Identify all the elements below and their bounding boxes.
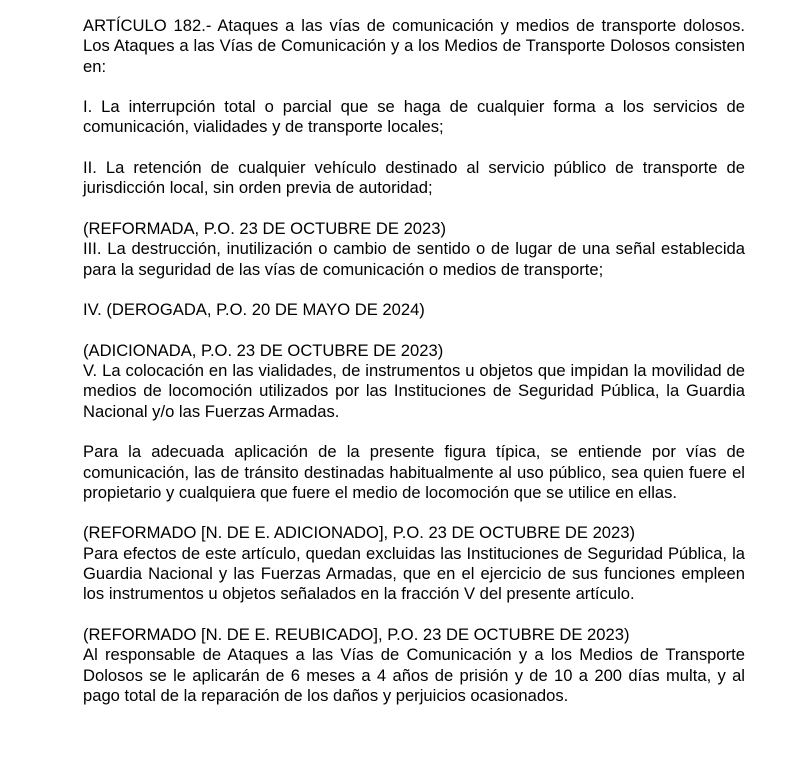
fraction-iii-text: III. La destrucción, inutilización o cambio de sentido o de lugar de una señal establecida para la seguridad de las vías de comunicación o medios de transporte; [83,239,745,279]
fraction-ii-text: II. La retención de cualquier vehículo destinado al servicio público de transporte de jurisdicción local, sin orden previa de autoridad; [83,158,745,198]
addition-note: (ADICIONADA, P.O. 23 DE OCTUBRE DE 2023) [83,340,444,360]
fraction-v-text: V. La colocación en las vialidades, de instrumentos u objetos que impidan la movilidad de medios de locomoción utilizados por las Instituciones de Seguridad Pública, la Guardia Nacional y/o las Fuerzas Armadas. [83,361,745,421]
fraction-ii-block [83,158,745,199]
document-page [83,16,745,726]
fraction-iii-block [83,219,745,280]
definition-text: Para la adecuada aplicación de la presente figura típica, se entiende por vías de comunicación, las de tránsito destinadas habitualmente al uso público, sea quien fuere el propietario y cualquiera que fuere el medio de locomoción que se utilice en ellas. [83,442,745,502]
reform-note: (REFORMADA, P.O. 23 DE OCTUBRE DE 2023) [83,218,447,238]
fraction-v-block [83,341,745,422]
penalty-text: Al responsable de Ataques a las Vías de Comunicación y a los Medios de Transporte Dolosos se le aplicarán de 6 meses a 4 años de prisión y de 10 a 200 días multa, y al pago total de la reparación de los daños y perjuicios ocasionados. [83,645,745,705]
penalty-block [83,625,745,706]
article-heading: ARTÍCULO 182.- Ataques a las vías de comunicación y medios de transporte dolosos. Los Ataques a las Vías de Comunicación y a los Medios de Transporte Dolosos consisten en: [83,16,745,76]
fraction-i-block [83,97,745,138]
fraction-iv-block [83,300,745,320]
exclusion-text: Para efectos de este artículo, quedan excluidas las Instituciones de Seguridad Pública, la Guardia Nacional y las Fuerzas Armadas, que en el ejercicio de sus funciones empleen los instrumentos u objetos señalados en la fracción V del presente artículo. [83,543,745,604]
penalty-note: (REFORMADO [N. DE E. REUBICADO], P.O. 23 DE OCTUBRE DE 2023) [83,624,630,644]
exclusion-block [83,523,745,604]
fraction-i-text: I. La interrupción total o parcial que se haga de cualquier forma a los servicios de comunicación, vialidades y de transporte locales; [83,97,745,137]
article-heading-block [83,16,745,77]
definition-block [83,442,745,503]
fraction-iv-text: IV. (DEROGADA, P.O. 20 DE MAYO DE 2024) [83,300,425,320]
exclusion-note: (REFORMADO [N. DE E. ADICIONADO], P.O. 23 DE OCTUBRE DE 2023) [83,523,636,543]
